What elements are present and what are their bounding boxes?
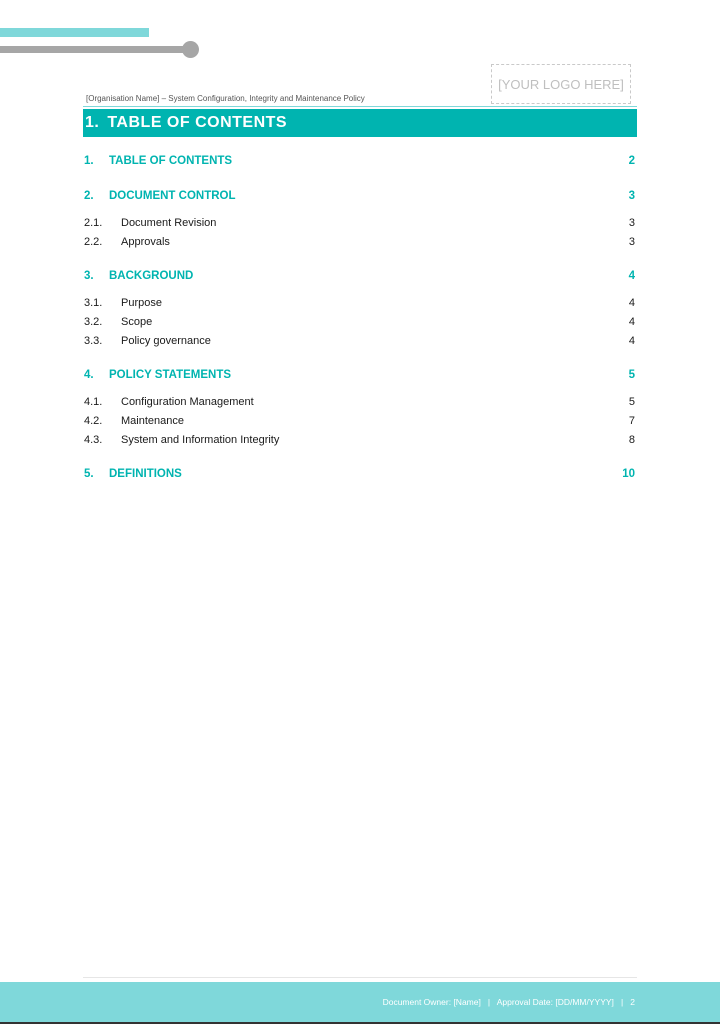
toc-subentry[interactable] <box>84 394 635 410</box>
section-heading: TABLE OF CONTENTS <box>107 114 288 131</box>
decorative-gray-dot <box>182 41 199 58</box>
toc-entry-page: 3 <box>628 217 635 229</box>
logo-placeholder: [YOUR LOGO HERE] <box>491 64 631 104</box>
toc-entry[interactable] <box>84 268 635 284</box>
toc-entry-page: 4 <box>628 270 635 282</box>
toc-entry-title: Scope <box>121 316 153 328</box>
toc-entry-page: 4 <box>628 316 635 328</box>
toc-entry[interactable] <box>84 153 635 169</box>
toc-entry-title: DEFINITIONS <box>109 468 182 480</box>
toc-entry-page: 3 <box>628 190 635 202</box>
toc-entry-title: System and Information Integrity <box>121 434 280 446</box>
toc-entry-page: 5 <box>628 369 635 381</box>
toc-entry-number: 2. <box>84 190 94 202</box>
toc-entry-title: Approvals <box>121 236 170 248</box>
document-header-title: [Organisation Name] – System Configuration, Integrity and Maintenance Policy <box>86 94 365 103</box>
toc-entry-number: 3.1. <box>84 297 103 309</box>
toc-entry[interactable] <box>84 367 635 383</box>
toc-entry-number: 4.3. <box>84 434 103 446</box>
header-divider <box>83 106 637 107</box>
toc-subentry[interactable] <box>84 314 635 330</box>
toc-entry-number: 2.1. <box>84 217 103 229</box>
toc-entry-page: 3 <box>628 236 635 248</box>
toc-subentry[interactable] <box>84 215 635 231</box>
toc-entry-title: Maintenance <box>121 415 184 427</box>
toc-subentry[interactable] <box>84 333 635 349</box>
toc-entry-title: TABLE OF CONTENTS <box>109 155 233 167</box>
toc-entry-page: 4 <box>628 335 635 347</box>
toc-entry-title: Document Revision <box>121 217 217 229</box>
toc-entry-number: 3.2. <box>84 316 103 328</box>
toc-entry-number: 3. <box>84 270 94 282</box>
toc-subentry[interactable] <box>84 432 635 448</box>
toc-entry-number: 5. <box>84 468 94 480</box>
footer-divider <box>83 977 637 978</box>
toc-entry-number: 1. <box>84 155 94 167</box>
toc-entry-title: BACKGROUND <box>109 270 194 282</box>
toc-entry-page: 10 <box>622 468 635 480</box>
toc-entry-number: 4.1. <box>84 396 103 408</box>
toc-entry-title: Configuration Management <box>121 396 254 408</box>
footer-text: Document Owner: [Name] | Approval Date: [DD/MM/YYYY] | 2 <box>382 997 635 1007</box>
section-number: 1. <box>85 114 100 131</box>
toc-entry-title: DOCUMENT CONTROL <box>109 190 236 202</box>
toc-entry-number: 4.2. <box>84 415 103 427</box>
section-heading-bar <box>83 109 637 137</box>
toc-entry-number: 2.2. <box>84 236 103 248</box>
toc-entry-page: 8 <box>628 434 635 446</box>
toc-entry[interactable] <box>84 188 635 204</box>
toc-entry-number: 4. <box>84 369 94 381</box>
toc-subentry[interactable] <box>84 234 635 250</box>
decorative-gray-bar <box>0 46 190 53</box>
toc-entry-title: Policy governance <box>121 335 211 347</box>
toc-entry-title: POLICY STATEMENTS <box>109 369 232 381</box>
toc-entry-page: 7 <box>628 415 635 427</box>
toc-entry-page: 5 <box>628 396 635 408</box>
toc-subentry[interactable] <box>84 295 635 311</box>
toc-entry-title: Purpose <box>121 297 162 309</box>
toc-subentry[interactable] <box>84 413 635 429</box>
decorative-teal-bar <box>0 28 149 37</box>
toc-entry-page: 4 <box>628 297 635 309</box>
page-footer <box>0 982 720 1022</box>
toc-entry-page: 2 <box>628 155 635 167</box>
toc-entry-number: 3.3. <box>84 335 103 347</box>
toc-entry[interactable] <box>84 466 635 482</box>
